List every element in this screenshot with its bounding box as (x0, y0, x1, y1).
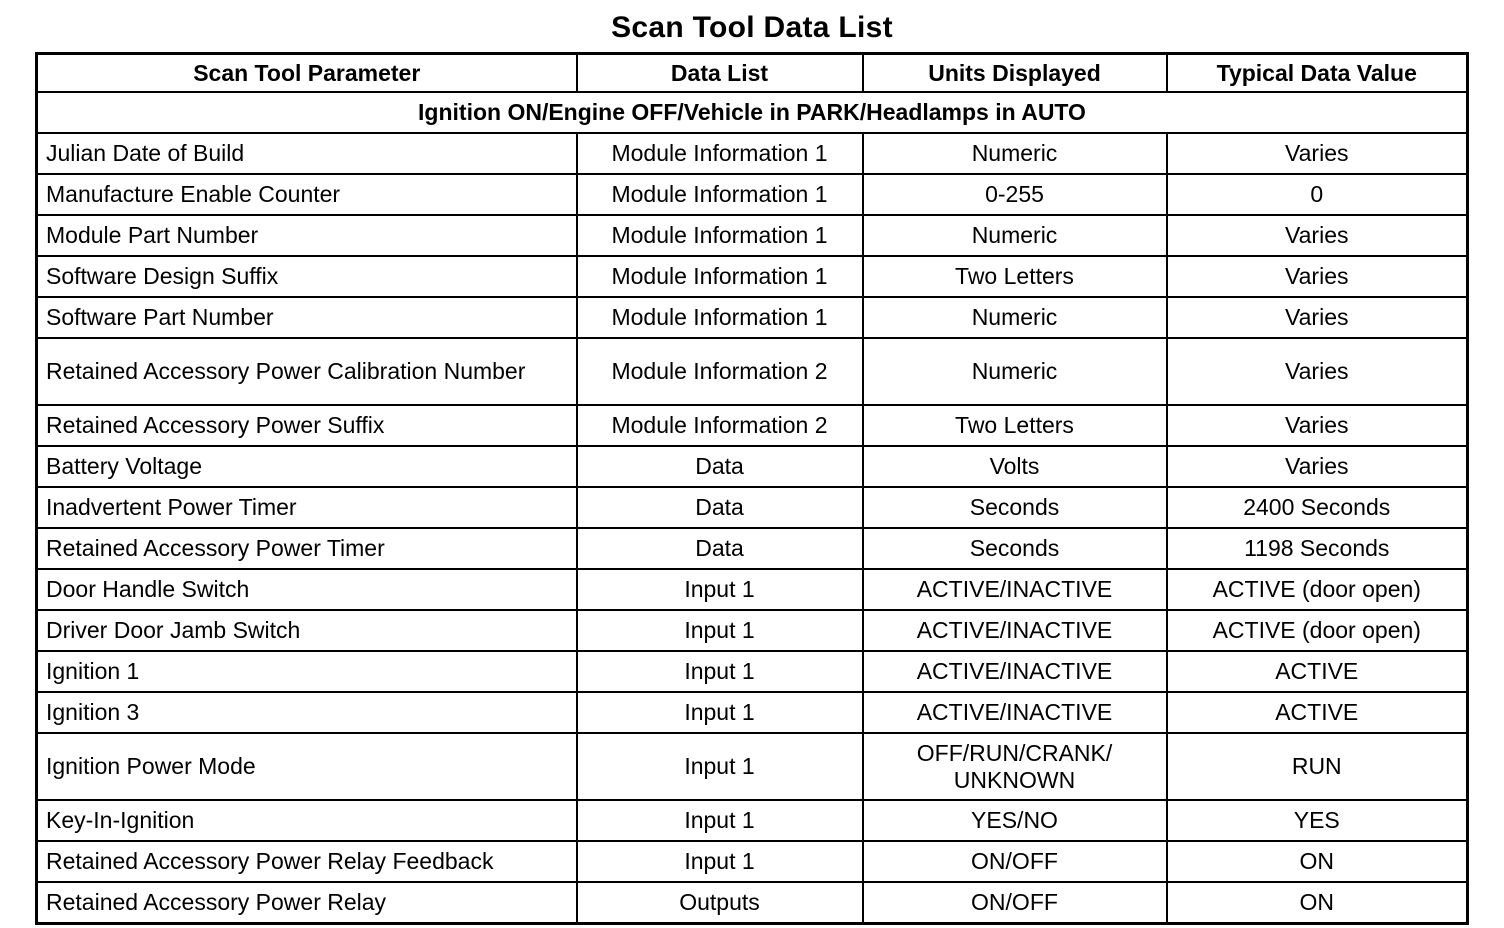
table-row (37, 651, 1468, 692)
table-row (37, 692, 1468, 733)
cell-typical-value: ON (1167, 882, 1468, 924)
cell-parameter: Retained Accessory Power Relay Feedback (37, 841, 577, 882)
cell-typical-value: ACTIVE (1167, 692, 1468, 733)
cell-typical-value: Varies (1167, 338, 1468, 405)
cell-typical-value: Varies (1167, 133, 1468, 174)
scan-tool-data-table (35, 52, 1469, 925)
header-row (37, 54, 1468, 93)
table-row (37, 487, 1468, 528)
table-row (37, 800, 1468, 841)
cell-typical-value: 2400 Seconds (1167, 487, 1468, 528)
cell-data-list: Data (577, 446, 863, 487)
cell-parameter: Ignition Power Mode (37, 733, 577, 800)
cell-typical-value: Varies (1167, 256, 1468, 297)
cell-parameter: Manufacture Enable Counter (37, 174, 577, 215)
cell-typical-value: ACTIVE (1167, 651, 1468, 692)
cell-data-list: Module Information 1 (577, 215, 863, 256)
cell-typical-value: 0 (1167, 174, 1468, 215)
cell-units: Two Letters (863, 256, 1167, 297)
table-row (37, 215, 1468, 256)
cell-data-list: Outputs (577, 882, 863, 924)
cell-parameter: Ignition 1 (37, 651, 577, 692)
cell-typical-value: Varies (1167, 297, 1468, 338)
section-heading: Ignition ON/Engine OFF/Vehicle in PARK/Headlamps in AUTO (37, 92, 1468, 133)
cell-data-list: Data (577, 487, 863, 528)
page-title: Scan Tool Data List (611, 11, 893, 44)
cell-parameter: Door Handle Switch (37, 569, 577, 610)
cell-parameter: Retained Accessory Power Relay (37, 882, 577, 924)
cell-units: Numeric (863, 338, 1167, 405)
cell-parameter: Software Design Suffix (37, 256, 577, 297)
table-row (37, 569, 1468, 610)
cell-data-list: Module Information 1 (577, 256, 863, 297)
cell-data-list: Input 1 (577, 610, 863, 651)
cell-units: ACTIVE/INACTIVE (863, 692, 1167, 733)
cell-typical-value: RUN (1167, 733, 1468, 800)
cell-typical-value: Varies (1167, 405, 1468, 446)
header-typical-data-value: Typical Data Value (1167, 54, 1468, 93)
cell-units: Numeric (863, 215, 1167, 256)
cell-units: Two Letters (863, 405, 1167, 446)
table-row (37, 528, 1468, 569)
table-row (37, 338, 1468, 405)
cell-parameter: Retained Accessory Power Calibration Number (37, 338, 577, 405)
cell-parameter: Battery Voltage (37, 446, 577, 487)
cell-parameter: Module Part Number (37, 215, 577, 256)
header-data-list: Data List (577, 54, 863, 93)
cell-units: ON/OFF (863, 841, 1167, 882)
cell-parameter: Key-In-Ignition (37, 800, 577, 841)
table-row (37, 733, 1468, 800)
cell-units: Volts (863, 446, 1167, 487)
cell-data-list: Input 1 (577, 692, 863, 733)
cell-typical-value: ON (1167, 841, 1468, 882)
table-row (37, 405, 1468, 446)
cell-data-list: Module Information 2 (577, 338, 863, 405)
table-row (37, 882, 1468, 924)
cell-data-list: Data (577, 528, 863, 569)
table-row (37, 841, 1468, 882)
section-row (37, 92, 1468, 133)
cell-parameter: Retained Accessory Power Timer (37, 528, 577, 569)
cell-parameter: Retained Accessory Power Suffix (37, 405, 577, 446)
cell-typical-value: 1198 Seconds (1167, 528, 1468, 569)
cell-typical-value: YES (1167, 800, 1468, 841)
cell-data-list: Input 1 (577, 651, 863, 692)
cell-parameter: Inadvertent Power Timer (37, 487, 577, 528)
cell-units: OFF/RUN/CRANK/ UNKNOWN (863, 733, 1167, 800)
cell-data-list: Input 1 (577, 733, 863, 800)
cell-data-list: Module Information 2 (577, 405, 863, 446)
cell-parameter: Driver Door Jamb Switch (37, 610, 577, 651)
table-row (37, 446, 1468, 487)
cell-units: ACTIVE/INACTIVE (863, 569, 1167, 610)
cell-units: ON/OFF (863, 882, 1167, 924)
table-row (37, 256, 1468, 297)
header-scan-tool-parameter: Scan Tool Parameter (37, 54, 577, 93)
cell-data-list: Input 1 (577, 800, 863, 841)
cell-units: Seconds (863, 528, 1167, 569)
table-row (37, 174, 1468, 215)
cell-units: Numeric (863, 133, 1167, 174)
cell-typical-value: Varies (1167, 446, 1468, 487)
table-row (37, 297, 1468, 338)
cell-typical-value: Varies (1167, 215, 1468, 256)
cell-data-list: Input 1 (577, 569, 863, 610)
cell-units: YES/NO (863, 800, 1167, 841)
cell-units: Numeric (863, 297, 1167, 338)
table-row (37, 133, 1468, 174)
cell-units: ACTIVE/INACTIVE (863, 651, 1167, 692)
cell-data-list: Module Information 1 (577, 133, 863, 174)
cell-data-list: Module Information 1 (577, 297, 863, 338)
header-units-displayed: Units Displayed (863, 54, 1167, 93)
cell-units: Seconds (863, 487, 1167, 528)
cell-units: ACTIVE/INACTIVE (863, 610, 1167, 651)
cell-parameter: Ignition 3 (37, 692, 577, 733)
cell-typical-value: ACTIVE (door open) (1167, 610, 1468, 651)
cell-parameter: Software Part Number (37, 297, 577, 338)
cell-data-list: Module Information 1 (577, 174, 863, 215)
cell-parameter: Julian Date of Build (37, 133, 577, 174)
cell-units: 0-255 (863, 174, 1167, 215)
cell-data-list: Input 1 (577, 841, 863, 882)
cell-typical-value: ACTIVE (door open) (1167, 569, 1468, 610)
table-row (37, 610, 1468, 651)
